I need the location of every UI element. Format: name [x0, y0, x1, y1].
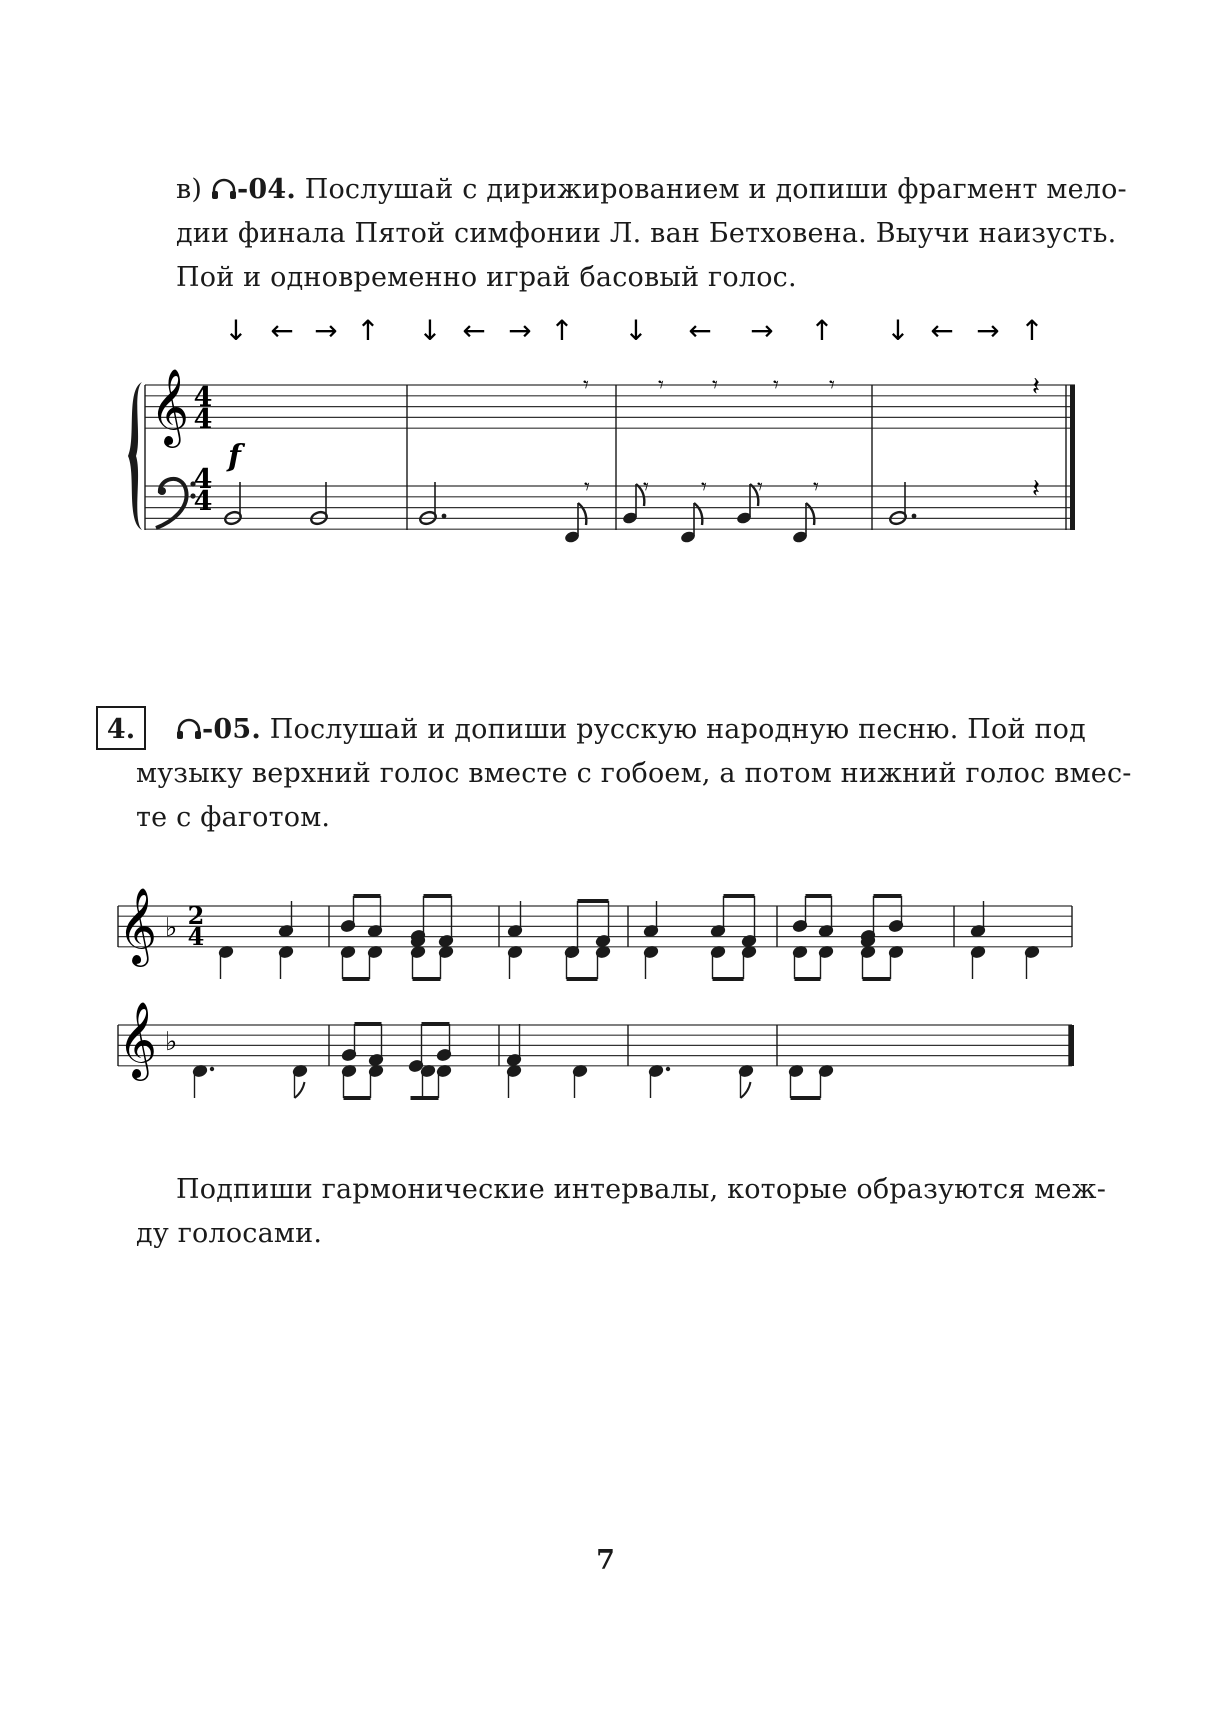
conducting-arrow: → — [976, 314, 1000, 347]
task3-line-2: дии финала Пятой симфонии Л. ван Бетховена. Выучи наизусть. — [176, 218, 1117, 249]
time-sig-bottom: 4 — [187, 922, 205, 951]
eighth-rest: 𝄾 — [658, 373, 664, 398]
time-sig-top: 2 — [187, 901, 205, 930]
key-flat: ♭ — [165, 1027, 178, 1057]
eighth-rest: 𝄾 — [701, 475, 707, 500]
conducting-arrow: → — [750, 314, 774, 347]
page-number: 7 — [596, 1545, 615, 1576]
conducting-arrow: ← — [270, 314, 294, 347]
quarter-rest: 𝄽 — [1032, 474, 1040, 504]
note-dot — [666, 1067, 670, 1071]
task4-line-1: -05. Послушай и допиши русскую народную песню. Пой под — [136, 708, 1132, 752]
eighth-rest: 𝄾 — [583, 373, 589, 398]
score-grand-staff — [0, 360, 1211, 550]
intervals-line-2: ду голосами. — [136, 1218, 323, 1249]
quarter-rest: 𝄽 — [1032, 372, 1040, 402]
conducting-arrows — [0, 310, 1211, 350]
note-dot — [912, 514, 917, 519]
track-number: -05. — [202, 714, 261, 745]
eighth-rest: 𝄾 — [813, 475, 819, 500]
headphones-icon — [211, 174, 237, 205]
time-sig-top: 4 — [193, 464, 213, 495]
note-flag — [806, 503, 814, 525]
conducting-arrow: ← — [462, 314, 486, 347]
conducting-arrow: ← — [688, 314, 712, 347]
note-flag — [295, 1082, 305, 1098]
treble-clef-icon: 𝄞 — [118, 1001, 158, 1078]
eighth-rest: 𝄾 — [584, 475, 590, 500]
intervals-line-1: Подпиши гармонические интервалы, которые образуются меж- — [176, 1174, 1107, 1205]
conducting-arrow: ← — [930, 314, 954, 347]
conducting-arrow: ↑ — [356, 314, 380, 347]
conducting-arrow: ↓ — [224, 314, 248, 347]
time-sig-top: 4 — [193, 382, 213, 413]
task4-paragraph — [136, 708, 1132, 840]
score-folk-song — [0, 880, 1211, 1100]
treble-clef-icon: 𝄞 — [118, 887, 158, 964]
eighth-rest: 𝄾 — [773, 373, 779, 398]
note-flag — [741, 1082, 751, 1098]
time-sig-bottom: 4 — [193, 486, 213, 517]
conducting-arrow: ↑ — [1020, 314, 1044, 347]
conducting-arrow: ↓ — [418, 314, 442, 347]
eighth-rest: 𝄾 — [643, 475, 649, 500]
conducting-arrow: ↑ — [550, 314, 574, 347]
note-flag — [578, 503, 586, 525]
eighth-rest: 𝄾 — [757, 475, 763, 500]
time-sig-bottom: 4 — [193, 404, 213, 435]
conducting-arrow: ↓ — [886, 314, 910, 347]
note-dot — [442, 514, 447, 519]
track-number: -04. — [236, 174, 296, 205]
note-dot — [210, 1067, 214, 1071]
treble-clef-icon: 𝄞 — [150, 368, 190, 445]
eighth-rest: 𝄾 — [712, 373, 718, 398]
conducting-arrow: ↓ — [624, 314, 648, 347]
note-flag — [694, 503, 702, 525]
brace — [128, 382, 142, 530]
task-number-box: 4. — [96, 706, 146, 750]
headphones-icon — [176, 714, 202, 745]
conducting-arrow: → — [314, 314, 338, 347]
task3-paragraph — [176, 168, 1127, 300]
eighth-rest: 𝄾 — [829, 373, 835, 398]
intervals-paragraph — [136, 1168, 1107, 1256]
conducting-arrow: → — [508, 314, 532, 347]
conducting-arrow: ↑ — [810, 314, 834, 347]
dynamic-forte: f — [228, 439, 241, 474]
key-flat: ♭ — [165, 913, 178, 943]
task3-line-1: в) -04. Послушай с дирижированием и допиши фрагмент мело- — [176, 174, 1127, 205]
task4-line-3: те с фаготом. — [136, 802, 331, 833]
task3-line-3: Пой и одновременно играй басовый голос. — [176, 262, 797, 293]
task4-line-2: музыку верхний голос вместе с гобоем, а потом нижний голос вмес- — [136, 758, 1132, 789]
